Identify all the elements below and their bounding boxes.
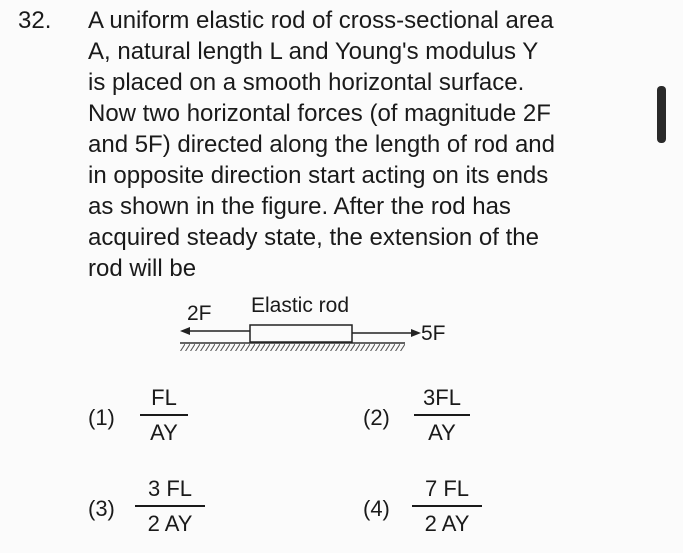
elastic-rod: [250, 325, 352, 342]
question-line: is placed on a smooth horizontal surface.: [88, 69, 525, 96]
option-4-numerator: 7 FL: [424, 476, 470, 501]
option-4-denominator: 2 AY: [424, 511, 470, 536]
option-3-denominator: 2 AY: [147, 511, 193, 536]
question-line: A, natural length L and Young's modulus Y: [88, 38, 539, 65]
question-line: rod will be: [88, 255, 197, 282]
rod-label: Elastic rod: [251, 294, 350, 317]
left-force-label: 2F: [187, 302, 212, 325]
right-arrow-head: [411, 329, 421, 337]
option-2-fraction: [414, 385, 470, 446]
right-force-label: 5F: [421, 322, 446, 345]
option-3-numerator: 3 FL: [147, 476, 193, 501]
option-3-label: (3): [88, 496, 115, 521]
option-1-denominator: AY: [150, 420, 178, 445]
option-3-fraction: [135, 476, 205, 537]
question-line: Now two horizontal forces (of magnitude 2F: [88, 100, 551, 127]
option-1-label: (1): [88, 405, 115, 430]
question-line: and 5F) directed along the length of rod and: [88, 131, 555, 158]
question-line: acquired steady state, the extension of the: [88, 224, 539, 251]
fraction-bar: [414, 414, 470, 416]
option-1-numerator: FL: [151, 385, 177, 410]
option-2-numerator: 3FL: [423, 385, 461, 410]
question-number: 32.: [18, 7, 52, 34]
option-4-fraction: [412, 476, 482, 537]
fraction-bar: [412, 505, 482, 507]
option-1-fraction: [140, 385, 188, 446]
option-4-label: (4): [363, 496, 390, 521]
fraction-bar: [140, 414, 188, 416]
question-line: as shown in the figure. After the rod has: [88, 193, 511, 220]
fraction-bar: [135, 505, 205, 507]
option-2-label: (2): [363, 405, 390, 430]
question-line: A uniform elastic rod of cross-sectional area: [88, 7, 554, 34]
question-line: in opposite direction start acting on its ends: [88, 162, 549, 189]
left-arrow-head: [180, 327, 190, 335]
ground-hatching: [180, 344, 405, 351]
option-2-denominator: AY: [428, 420, 456, 445]
